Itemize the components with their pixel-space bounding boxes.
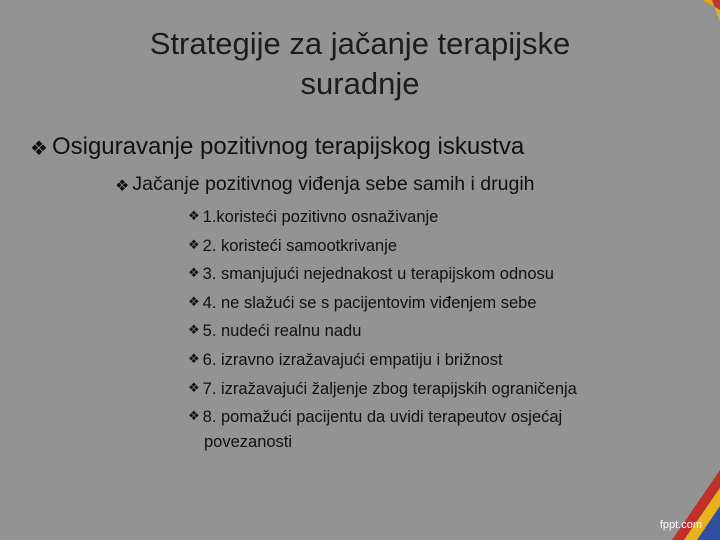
diamond-bullet-icon: ❖ <box>115 176 130 195</box>
list-item-continuation: povezanosti <box>204 433 293 451</box>
list-item-text: 3. smanjujući nejednakost u terapijskom odnosu <box>202 265 554 284</box>
brand-watermark: fppt.com <box>659 519 702 531</box>
list-item <box>188 346 688 375</box>
list-item-text: 7. izražavajući žaljenje zbog terapijskih ograničenja <box>202 379 577 398</box>
slide-title <box>60 24 660 104</box>
strategy-list <box>188 203 688 432</box>
title-line-1: Strategije za jačanje terapijske <box>149 26 571 61</box>
list-item <box>188 203 688 232</box>
diamond-bullet-icon: ❖ <box>188 266 200 282</box>
list-item-text: 6. izravno izražavajući empatiju i brižnost <box>202 350 503 369</box>
diamond-bullet-icon: ❖ <box>188 351 200 367</box>
bullet-level-1-text: Osiguravanje pozitivnog terapijskog iskustva <box>51 133 525 160</box>
diamond-bullet-icon: ❖ <box>188 294 200 310</box>
list-item <box>188 232 688 261</box>
bullet-level-1 <box>30 132 524 163</box>
diamond-bullet-icon: ❖ <box>188 237 200 253</box>
bullet-level-2 <box>115 171 535 199</box>
title-line-2: suradnje <box>300 66 420 101</box>
diamond-bullet-icon: ❖ <box>188 380 200 396</box>
diamond-bullet-icon: ❖ <box>188 409 200 425</box>
list-item <box>188 375 688 404</box>
diamond-bullet-icon: ❖ <box>188 323 200 339</box>
list-item <box>188 289 688 318</box>
list-item <box>188 260 688 289</box>
bullet-level-2-text: Jačanje pozitivnog viđenja sebe samih i drugih <box>132 173 535 195</box>
list-item <box>188 317 688 346</box>
list-item-text: 2. koristeći samootkrivanje <box>202 236 398 255</box>
diamond-bullet-icon: ❖ <box>30 136 48 160</box>
list-item-text: 1.koristeći pozitivno osnaživanje <box>202 208 439 226</box>
list-item-text: 4. ne slažući se s pacijentovim viđenjem sebe <box>202 293 537 312</box>
list-item-text: 8. pomažući pacijentu da uvidi terapeutov osjećaj <box>202 408 563 427</box>
diamond-bullet-icon: ❖ <box>188 209 200 224</box>
list-item-text: 5. nudeći realnu nadu <box>202 322 362 341</box>
